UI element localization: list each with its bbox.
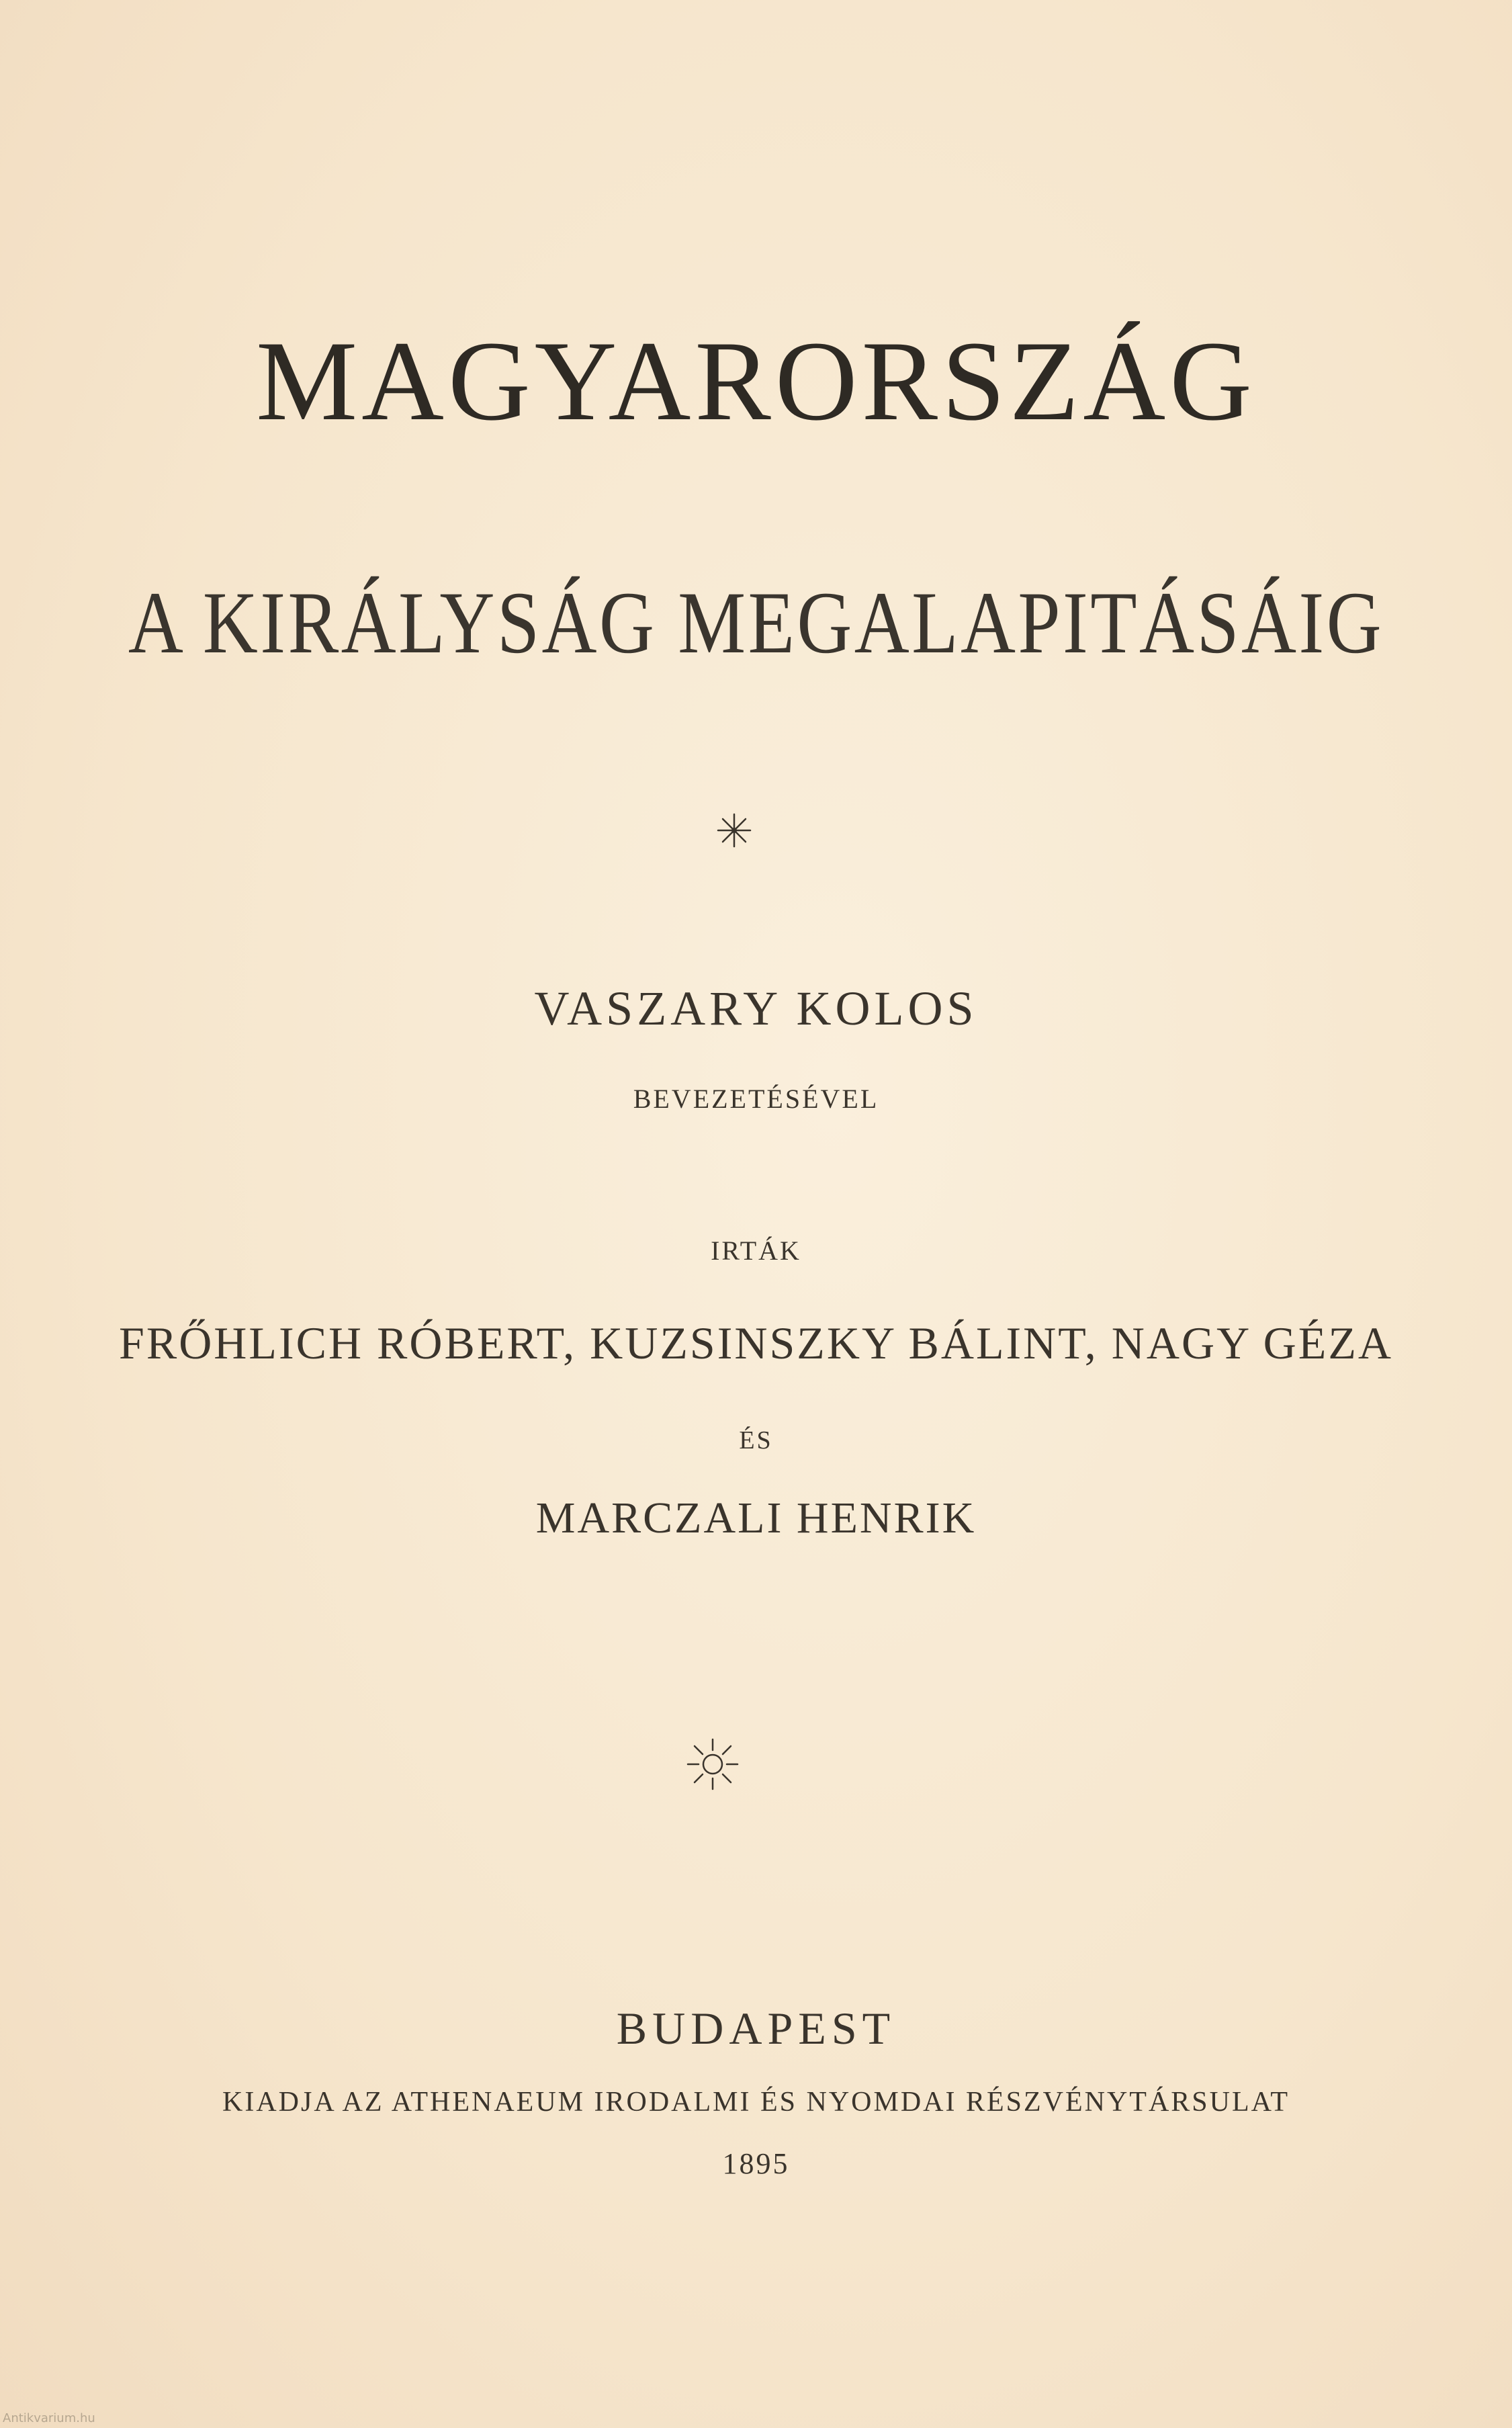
book-title: MAGYARORSZÁG xyxy=(256,318,1256,444)
sun-ornament-icon xyxy=(685,1737,740,1792)
introduction-author: VASZARY KOLOS xyxy=(534,982,978,1035)
authors-list: FRŐHLICH RÓBERT, KUZSINSZKY BÁLINT, NAGY GÉZA xyxy=(119,1317,1393,1369)
introduction-label: BEVEZETÉSÉVEL xyxy=(633,1084,879,1114)
book-subtitle: A KIRÁLYSÁG MEGALAPITÁSÁIG xyxy=(128,573,1384,672)
authors-label: IRTÁK xyxy=(711,1235,801,1266)
imprint-city: BUDAPEST xyxy=(616,2003,896,2054)
authors-conjunction: ÉS xyxy=(739,1426,773,1455)
last-author: MARCZALI HENRIK xyxy=(535,1493,977,1543)
watermark: Antikvarium.hu xyxy=(3,2411,95,2425)
imprint-publisher: KIADJA AZ ATHENAEUM IRODALMI ÉS NYOMDAI RÉSZVÉNYTÁRSULAT xyxy=(222,2087,1290,2118)
asterisk-ornament-icon xyxy=(715,812,753,849)
imprint-year: 1895 xyxy=(722,2147,790,2180)
